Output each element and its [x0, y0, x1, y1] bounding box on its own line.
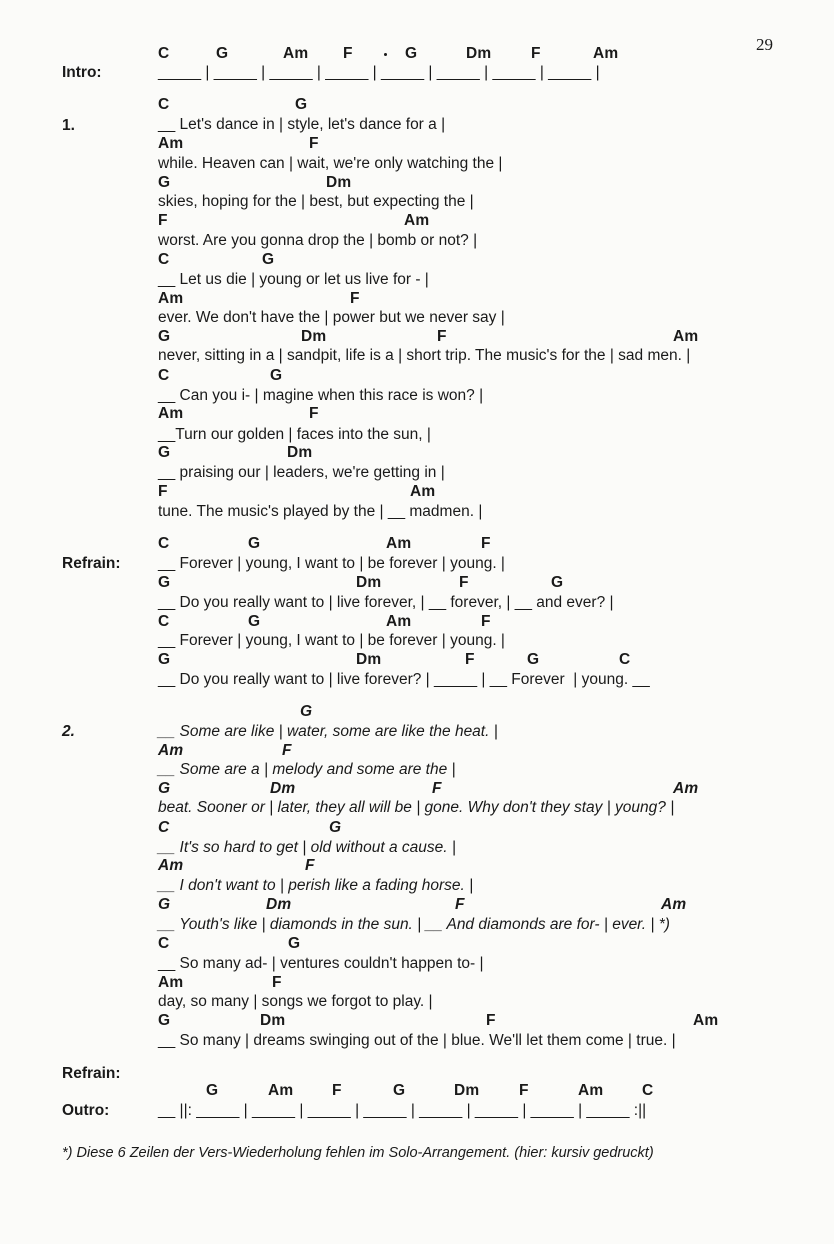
intro-bars: _____ | _____ | _____ | _____ | _____ | _____ | _____ | _____ | — [158, 64, 600, 81]
lyric-line: __ Let us die | young or let us live for - | — [158, 271, 429, 288]
chord-line — [0, 328, 834, 348]
lyric-line: __ Some are a | melody and some are the | — [158, 761, 456, 778]
chord: G — [248, 613, 261, 630]
chord: F — [486, 1012, 496, 1029]
lyric-line: skies, hoping for the | best, but expecting the | — [158, 193, 474, 210]
intro-label: Intro: — [62, 64, 102, 81]
chord-line — [0, 535, 834, 555]
chord: C — [158, 819, 170, 836]
chord: G — [527, 651, 540, 668]
chord-line — [0, 96, 834, 116]
chord: Am — [283, 45, 309, 62]
chord-line — [0, 212, 834, 232]
chord: C — [158, 45, 170, 62]
chord-line — [0, 444, 834, 464]
chord: F — [158, 483, 168, 500]
lyric-line: __ Let's dance in | style, let's dance for a | — [158, 116, 446, 133]
chord-line — [0, 703, 834, 723]
chord: Dm — [466, 45, 492, 62]
chord: F — [343, 45, 353, 62]
chord: F — [432, 780, 442, 797]
chord: F — [309, 405, 319, 422]
chord: F — [459, 574, 469, 591]
chord: Am — [661, 896, 687, 913]
chord: G — [158, 651, 171, 668]
chord: G — [158, 444, 171, 461]
chord: Am — [673, 328, 699, 345]
lyric-line: __ Do you really want to | live forever, | __ forever, | __ and ever? | — [158, 594, 614, 611]
chord: Dm — [270, 780, 296, 797]
lyric-line: __ I don't want to | perish like a fading horse. | — [158, 877, 474, 894]
lyric-line: __ Some are like | water, some are like the heat. | — [158, 723, 498, 740]
outro-bars: __ ||: _____ | _____ | _____ | _____ | _____ | _____ | _____ | _____ :|| — [158, 1102, 647, 1119]
lyric-line: beat. Sooner or | later, they all will be | gone. Why don't they stay | young? | — [158, 799, 675, 816]
lyric-line: __ Forever | young, I want to | be forever | young. | — [158, 632, 505, 649]
chord: F — [309, 135, 319, 152]
chord: Am — [158, 974, 184, 991]
chord: Am — [673, 780, 699, 797]
chord: Am — [386, 535, 412, 552]
chord: G — [158, 780, 171, 797]
chord: F — [481, 535, 491, 552]
chord-line — [0, 974, 834, 994]
chord: F — [481, 613, 491, 630]
lyric-line: __ Can you i- | magine when this race is won? | — [158, 387, 484, 404]
lyric-line: __ So many ad- | ventures couldn't happen to- | — [158, 955, 484, 972]
chord: F — [272, 974, 282, 991]
chord: C — [158, 613, 170, 630]
chord: G — [300, 703, 313, 720]
chord-line — [0, 574, 834, 594]
chord: G — [216, 45, 229, 62]
refrain-repeat-label: Refrain: — [62, 1065, 121, 1082]
chord: G — [288, 935, 301, 952]
chord: Dm — [287, 444, 313, 461]
chord: G — [248, 535, 261, 552]
chord: G — [551, 574, 564, 591]
chord: G — [295, 96, 308, 113]
lyric-line: ever. We don't have the | power but we never say | — [158, 309, 505, 326]
refrain-label: Refrain: — [62, 555, 121, 572]
lyric-line: tune. The music's played by the | __ madmen. | — [158, 503, 483, 520]
intro-chord-line — [0, 45, 834, 65]
chord: C — [158, 251, 170, 268]
chord: F — [158, 212, 168, 229]
outro-chord-line — [0, 1082, 834, 1102]
lyric-line: never, sitting in a | sandpit, life is a | short trip. The music's for the | sad men. | — [158, 347, 691, 364]
chord: G — [270, 367, 283, 384]
chord: Dm — [260, 1012, 286, 1029]
chord: Am — [404, 212, 430, 229]
chord: Dm — [356, 651, 382, 668]
chord: Am — [410, 483, 436, 500]
chord: F — [437, 328, 447, 345]
chord: C — [158, 96, 170, 113]
chord: F — [455, 896, 465, 913]
chord: Am — [158, 135, 184, 152]
lyric-line: __ So many | dreams swinging out of the | blue. We'll let them come | true. | — [158, 1032, 676, 1049]
chord: Am — [578, 1082, 604, 1099]
chord-line — [0, 651, 834, 671]
chord: F — [531, 45, 541, 62]
chord: G — [329, 819, 342, 836]
chord: G — [158, 896, 171, 913]
chord: F — [282, 742, 292, 759]
chord-line — [0, 742, 834, 762]
chord: Am — [158, 742, 184, 759]
chord-line — [0, 819, 834, 839]
lyric-line: __ Forever | young, I want to | be forever | young. | — [158, 555, 505, 572]
lyric-line: __Turn our golden | faces into the sun, | — [158, 426, 431, 443]
chord-line — [0, 405, 834, 425]
chord: C — [158, 367, 170, 384]
lyric-line: __ Youth's like | diamonds in the sun. | __ And diamonds are for- | ever. | *) — [158, 916, 670, 933]
chord: C — [642, 1082, 654, 1099]
footnote: *) Diese 6 Zeilen der Vers-Wiederholung fehlen im Solo-Arrangement. (hier: kursiv gedruckt) — [62, 1145, 654, 1161]
chord: Am — [268, 1082, 294, 1099]
lyric-line: while. Heaven can | wait, we're only watching the | — [158, 155, 503, 172]
lyric-line: __ It's so hard to get | old without a cause. | — [158, 839, 456, 856]
chord-line — [0, 1012, 834, 1032]
chord-line — [0, 896, 834, 916]
chord: Am — [158, 405, 184, 422]
chord: Dm — [356, 574, 382, 591]
chord: G — [206, 1082, 219, 1099]
chord: Dm — [266, 896, 292, 913]
chord: G — [158, 574, 171, 591]
lyric-line: __ praising our | leaders, we're getting in | — [158, 464, 445, 481]
chord: Am — [593, 45, 619, 62]
chord-line — [0, 174, 834, 194]
chord: Am — [158, 290, 184, 307]
chord: C — [158, 535, 170, 552]
chord-line — [0, 251, 834, 271]
chord-line — [0, 935, 834, 955]
chord-line — [0, 857, 834, 877]
chord-line — [0, 290, 834, 310]
chord: Am — [386, 613, 412, 630]
chord: G — [158, 1012, 171, 1029]
lyric-line: day, so many | songs we forgot to play. | — [158, 993, 433, 1010]
chord-line — [0, 367, 834, 387]
chord: F — [350, 290, 360, 307]
dot-mark — [384, 53, 387, 56]
chord: F — [305, 857, 315, 874]
chord: Dm — [454, 1082, 480, 1099]
chord: G — [158, 174, 171, 191]
chord: C — [158, 935, 170, 952]
chord: Dm — [326, 174, 352, 191]
chord-line — [0, 613, 834, 633]
chord: C — [619, 651, 631, 668]
chord: G — [393, 1082, 406, 1099]
outro-label: Outro: — [62, 1102, 110, 1119]
chord: Am — [693, 1012, 719, 1029]
chord: F — [332, 1082, 342, 1099]
verse1-label: 1. — [62, 117, 75, 134]
chord-line — [0, 483, 834, 503]
chord: F — [519, 1082, 529, 1099]
page-number: 29 — [756, 35, 773, 54]
lyric-line: worst. Are you gonna drop the | bomb or not? | — [158, 232, 478, 249]
chord: Am — [158, 857, 184, 874]
chord: G — [158, 328, 171, 345]
lyric-line: __ Do you really want to | live forever? | _____ | __ Forever | young. __ — [158, 671, 650, 688]
chord: G — [262, 251, 275, 268]
chord-line — [0, 780, 834, 800]
verse2-label: 2. — [62, 723, 75, 740]
chord: F — [465, 651, 475, 668]
chord: Dm — [301, 328, 327, 345]
chord-line — [0, 135, 834, 155]
chord: G — [405, 45, 418, 62]
